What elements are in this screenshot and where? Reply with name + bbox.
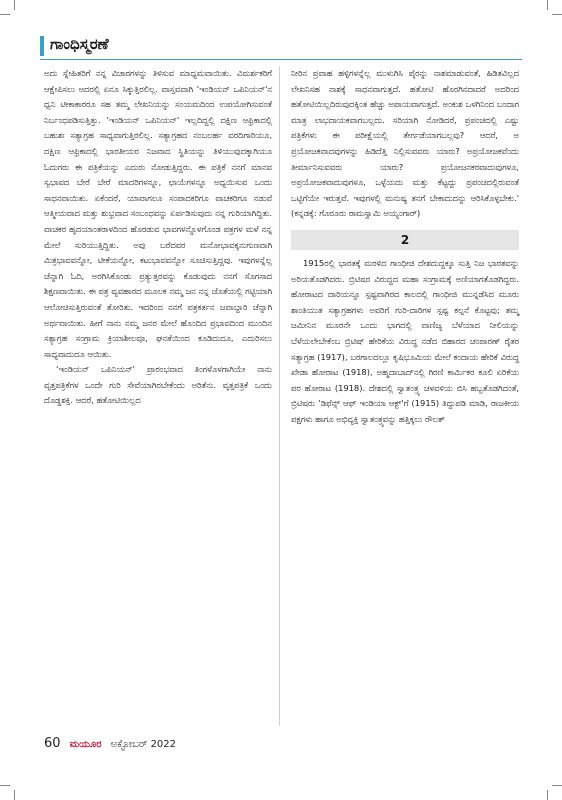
body-paragraph: ‘ಇಂಡಿಯನ್ ಒಪಿನಿಯನ್' ಪ್ರಾರಂಭವಾದ ತಿಂಗಳೊಳಗಾಗಿಯೇ ನಾನು ವೃತ್ತಪತ್ರಿಕೆಗಳ ಒಂದೇ ಗುರಿ ಸೇವೆಯಾಗಿರಬೇಕೆಂದು ಅರಿತೆನು. ವೃತ್ತಪತ್ರಿಕೆ ಒಂದು ದೊಡ್ಡಶಕ್ತಿ. ಆದರೆ, ಹತೋಟಿಯಿಲ್ಲದ: [44, 364, 272, 406]
issue-date: ಅಕ್ಟೋಬರ್ 2022: [110, 739, 177, 750]
crop-mark: [14, 0, 15, 10]
page-footer: [44, 732, 176, 754]
body-paragraph: 1915ರಲ್ಲಿ ಭಾರತಕ್ಕೆ ಮರಳಿದ ಗಾಂಧೀಜಿ ದೇಶದುದ್ದಕ್ಕೂ ಸುತ್ತಿ ನಿಜ ಭಾರತವನ್ನು ಅರಿಯತೊಡಗಿದರು. ಬ್ರಿಟಿಷರ ವಿರುದ್ಧದ ಮಹಾ ಸಂಗ್ರಾಮಕ್ಕೆ ಅಣಿಯಾಗತೊಡಗಿದ್ದರು. ಹೋರಾಟದ ದಾರಿಯನ್ನೂ ಸ್ಪಷ್ಟವಾಗಿರದ ಕಾಲದಲ್ಲಿ ಗಾಂಧೀಜಿ ಮುನ್ನಡೆಸಿದ ಮೂರು ಶಾಂತಿಯುತ ಸತ್ಯಾಗ್ರಹಗಳು ಅವರಿಗೆ ಗುರಿ-ದಾರಿಗಳ ಸ್ಪಷ್ಟ ಕಲ್ಪನೆ ಕೊಟ್ಟವು; ತಮ್ಮ ಜಮೀನಿನ ಮೂರನೇ ಒಂದು ಭಾಗದಲ್ಲಿ ವಾಣಿಜ್ಯ ಬೆಳೆಯಾದ ನೀಲಿಯನ್ನು ಬೆಳೆಯಲೇಬೇಕೆಂಬ ಬ್ರಿಟಿಷ್ ಹೇರಿಕೆಯ ವಿರುದ್ಧ ನಡೆದ ಬಿಹಾರದ ಚಂಪಾರಣ್ ರೈತರ ಸತ್ಯಾಗ್ರಹ (1917), ಬರಗಾಲದಲ್ಲೂ ಕೃಷಿಭೂಮಿಯ ಮೇಲೆ ಕಂದಾಯ ಹೇರಿಕೆ ವಿರುದ್ಧ ಖೇಡಾ ಹೋರಾಟ (1918), ಅಹ್ಮದಾಬಾದ್‌ನಲ್ಲಿ ಗಿರಣಿ ಕಾರ್ಮಿಕರ ಕೂಲಿ ಏರಿಕೆಯ ಪರ ಹೋರಾಟ (1918). ದೇಶದಲ್ಲಿ ಸ್ವಾತಂತ್ರ್ಯ ಚಳವಳಿಯ ಬಿಸಿ ಹಬ್ಬತೊಡಗಿದಂತೆ, ಬ್ರಿಟಿಷರು ‘ಡಿಫೆನ್ಸ್ ಆಫ್ ಇಂಡಿಯಾ ಆಕ್ಟ್'ಗೆ (1915) ತಿದ್ದುಪಡಿ ಮಾಡಿ, ರಾಜಕೀಯ ಪಕ್ಷಗಳು ಹಾಗೂ ಅಭಿವ್ಯಕ್ತಿ ಸ್ವಾತಂತ್ರ್ಯವನ್ನು ಹತ್ತಿಕ್ಕಲು ರೌಲತ್: [291, 257, 519, 424]
section-number-box: [291, 230, 519, 250]
crop-mark: [547, 790, 548, 800]
section-title: ಗಾಂಧಿಸ್ಮರಣೆ: [50, 35, 109, 53]
body-paragraph: ನೀರಿನ ಪ್ರವಾಹ ಹಳ್ಳಿಗಳನ್ನೆಲ್ಲ ಮುಳುಗಿಸಿ ಪೈರನ್ನು ನಾಶಮಾಡುವಂತೆ, ಹಿಡಿತವಿಲ್ಲದ ಲೇಖನಿಸಹ ನಾಶಕ್ಕೆ ಸಾಧನವಾಗುತ್ತದೆ. ಹತೋಟಿ ಹೊರಗಿನದಾದರೆ ಅದರಿಂದ ಹತೋಟಿಯಿಲ್ಲದಿರುವುದಕ್ಕಿಂತ ಹೆಚ್ಚು ಅಪಾಯವಾಗುತ್ತದೆ. ಅಂಕುಶ ಒಳಗಿನಿಂದ ಬಂದಾಗ ಮಾತ್ರ ಲಾಭದಾಯಕವಾಗಬಲ್ಲದು. ಸರಿಯಾಗಿ ನೋಡಿದರೆ, ಪ್ರಪಂಚದಲ್ಲಿ ಎಷ್ಟು ಪತ್ರಿಕೆಗಳು ಈ ಪರೀಕ್ಷೆಯಲ್ಲಿ ತೇರ್ಗಡೆಯಾಗಬಲ್ಲವು? ಆದರೆ, ಅ ಪ್ರಯೋಜಕವಾದವುಗಳನ್ನು ಹಿಡಿದೆತ್ತಿ ನಿಲ್ಲಿಸುವವರು ಯಾರು? ಅಪ್ರಯೋಜಕವೆಂದು ತೀರ್ಮಾನಿಸುವವರು ಯಾರು? ಪ್ರಯೋಜನಕರವಾದುವುಗಳೂ, ಅಪ್ರಯೋಜಕವಾದುವುಗಳೂ, ಒಳ್ಳೆಯದು ಮತ್ತು ಕೆಟ್ಟದ್ದು ಪ್ರಪಂಚದಲ್ಲಿರುವಂತೆ ಒಟ್ಟಿಗೆಯೇ ಇರುತ್ತವೆ. ಇವುಗಳಲ್ಲಿ ಮನುಷ್ಯ ತನಗೆ ಬೇಕಾದುದನ್ನು ಆರಿಸಿಕೊಳ್ಳಬೇಕು.' (ಕನ್ನಡಕ್ಕೆ: ಗೊರೂರು ರಾಮಸ್ವಾಮಿ ಅಯ್ಯಂಗಾರ್): [291, 68, 519, 219]
crop-mark: [552, 785, 562, 786]
header-rule: [40, 59, 522, 60]
column-divider: [279, 66, 280, 726]
crop-mark: [0, 785, 10, 786]
page-number: 60: [44, 736, 61, 751]
crop-mark: [552, 14, 562, 15]
magazine-logo: ಮಯೂರ: [69, 739, 102, 750]
crop-mark: [0, 14, 10, 15]
crop-mark: [14, 790, 15, 800]
section-number: 2: [400, 232, 410, 247]
body-paragraph: ಅದು ಸ್ನೇಹಿತರಿಗೆ ನನ್ನ ವಿಚಾರಗಳನ್ನು ತಿಳಿಸುವ ಮಾಧ್ಯಮವಾಯಿತು. ವಿಮರ್ಶಕರಿಗೆ ಆಕ್ಷೇಪಿಸಲು ಅದರಲ್ಲಿ ಏನೂ ಸಿಕ್ಕುತ್ತಿರಲಿಲ್ಲ. ವಾಸ್ತವವಾಗಿ ‘ಇಂಡಿಯನ್ ಒಪಿನಿಯನ್'ನ ಧ್ವನಿ ಟೀಕಾಕಾರರೂ ಸಹ ತಮ್ಮ ಲೇಖನಿಯನ್ನು ಸಂಯಮದಿಂದ ಉಪಯೋಗಿಸುವಂತೆ ನಿರ್ಬಂಧಪಡಿಸುತ್ತಿತ್ತು. ‘ಇಂಡಿಯನ್ ಒಪಿನಿಯನ್' ಇಲ್ಲದಿದ್ದಲ್ಲಿ ದಕ್ಷಿಣ ಆಫ್ರಿಕಾದಲ್ಲಿ ಬಹುಶಃ ಸತ್ಯಾಗ್ರಹ ಸಾಧ್ಯವಾಗುತ್ತಿರಲಿಲ್ಲ. ಸತ್ಯಾಗ್ರಹದ ನಂಬಲರ್ಹ ವರದಿಗಾರಿಯೂ, ದಕ್ಷಿಣ ಆಫ್ರಿಕಾದಲ್ಲಿ ಭಾರತೀಯರ ನಿಜವಾದ ಸ್ಥಿತಿಯನ್ನು ತಿಳಿಯುವುದಕ್ಕಾಗಿಯೂ ಓದುಗರು ಈ ಪತ್ರಿಕೆಯನ್ನು ಎದುರು ನೋಡುತ್ತಿದ್ದರು. ಈ ಪತ್ರಿಕೆ ನನಗೆ ಮಾನವ ಸ್ವಭಾವದ ಬೇರೆ ಬೇರೆ ಮಾದರಿಗಳನ್ನೂ, ಛಾಯೆಗಳನ್ನೂ ಅಧ್ಯಯಿಸುವ ಒಂದು ಸಾಧನವಾಯಿತು. ಏಕೆಂದರೆ, ಯಾವಾಗಲೂ ಸಂಪಾದಕರಿಗೂ ವಾಚಕರಿಗೂ ನಡುವೆ ಆತ್ಮೀಯವಾದ ಮತ್ತು ಶುಭ್ರವಾದ ಸಂಬಂಧವನ್ನು ಏರ್ಪಡಿಸುವುದು ನನ್ನ ಗುರಿಯಾಗಿದ್ದಿತು. ವಾಚಕರ ಹೃದಯಾಂತರಾಳದಿಂದ ಹೊರಡುವ ಭಾವಗಳನ್ನೊಳಗೊಂಡ ಪತ್ರಗಳ ಮಳೆ ನನ್ನ ಮೇಲೆ ಸುರಿಯುತ್ತಿದ್ದಿತು. ಅವು ಬರೆದವರ ಮನೋಭಾವಕ್ಕನುಗುಣವಾಗಿ ಮಿತ್ರಭಾವವನ್ನೋ, ಟೀಕೆಯನ್ನೋ, ಕಟುಭಾವವನ್ನೋ ಸೂಚಿಸುತ್ತಿದ್ದವು. ಇವುಗಳನ್ನೆಲ್ಲ ಚೆನ್ನಾಗಿ ಓದಿ, ಅರಗಿಸಿಕೊಂಡು ಪ್ರತ್ಯುತ್ತರವನ್ನು ಕೊಡುವುದು ನನಗೆ ಸೊಗಸಾದ ಶಿಕ್ಷಣವಾಯಿತು. ಈ ಪತ್ರ ವ್ಯವಹಾರದ ಮೂಲಕ ನಮ್ಮ ಜನ ನನ್ನ ಜೊತೆಯಲ್ಲಿ ಗಟ್ಟಿಯಾಗಿ ಆಲೋಚಿಸುತ್ತಿರುವಂತೆ ತೋರಿತು. ಇದರಿಂದ ನನಗೆ ಪತ್ರಕರ್ತನ ಜವಾಬ್ದಾರಿ ಚೆನ್ನಾಗಿ ಅರ್ಥವಾಯಿತು. ಹೀಗೆ ನಾನು ನಮ್ಮ ಜನರ ಮೇಲೆ ಹೊಂದಿದ ಪ್ರಭಾವದಿಂದ ಮುಂದಿನ ಸತ್ಯಾಗ್ರಹ ಸಂಗ್ರಾಮ ಕ್ರಿಯಾಶೀಲವೂ, ಘನತೆಯಿಂದ ಕೂಡಿದುದೂ, ಎದುರಿಸಲು ಸಾಧ್ಯವಾದುದೂ ಆಯಿತು.: [44, 68, 272, 359]
header-accent-bar: [40, 36, 44, 56]
page-header: [40, 26, 522, 60]
left-column: [44, 66, 272, 409]
right-column: [291, 66, 519, 427]
crop-mark: [547, 0, 548, 10]
